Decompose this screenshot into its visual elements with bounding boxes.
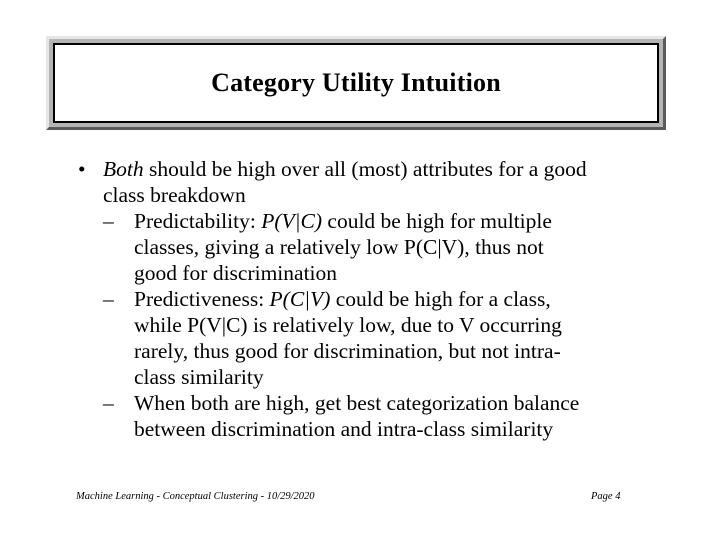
subitem-line-rest: could be high for multiple [322, 209, 552, 233]
subitem-emphasis: P(V|C) [261, 209, 323, 233]
footer-course-info: Machine Learning - Conceptual Clustering - 10/29/2020 [76, 491, 315, 502]
title-frame [46, 36, 666, 130]
subitem-line: class similarity [134, 365, 264, 389]
subitem-line-rest: could be high for a class, [330, 287, 551, 311]
subitem-predictability [103, 208, 678, 286]
bullet-item [78, 156, 678, 208]
bullet-line-2: class breakdown [103, 183, 246, 207]
subitem-line: while P(V|C) is relatively low, due to V occurring [134, 313, 562, 337]
bullet-emphasis: Both [103, 157, 144, 181]
subitem-balance [103, 390, 678, 442]
subitem-line [134, 286, 678, 312]
slide-title: Category Utility Intuition [211, 68, 501, 97]
subitem-line: When both are high, get best categorization balance [134, 391, 580, 415]
title-box [53, 43, 659, 123]
dash-icon: – [103, 209, 114, 233]
subitem-lead: Predictability: [134, 209, 262, 233]
subitem-line [134, 208, 678, 234]
subitem-predictiveness [103, 286, 678, 390]
bullet-icon: • [78, 157, 86, 181]
subitem-line: classes, giving a relatively low P(C|V), thus not [134, 235, 544, 259]
subitem-emphasis: P(C|V) [269, 287, 331, 311]
footer-page-number: Page 4 [591, 491, 621, 502]
dash-icon: – [103, 287, 114, 311]
subitem-line: rarely, thus good for discrimination, but not intra- [134, 339, 561, 363]
bullet-line-1-text: should be high over all (most) attributes for a good [143, 157, 587, 181]
dash-icon: – [103, 391, 114, 415]
slide-content [78, 156, 678, 442]
subitem-lead: Predictiveness: [134, 287, 270, 311]
subitem-line: good for discrimination [134, 261, 338, 285]
bullet-line-1 [103, 156, 678, 182]
subitem-line: between discrimination and intra-class similarity [134, 417, 554, 441]
